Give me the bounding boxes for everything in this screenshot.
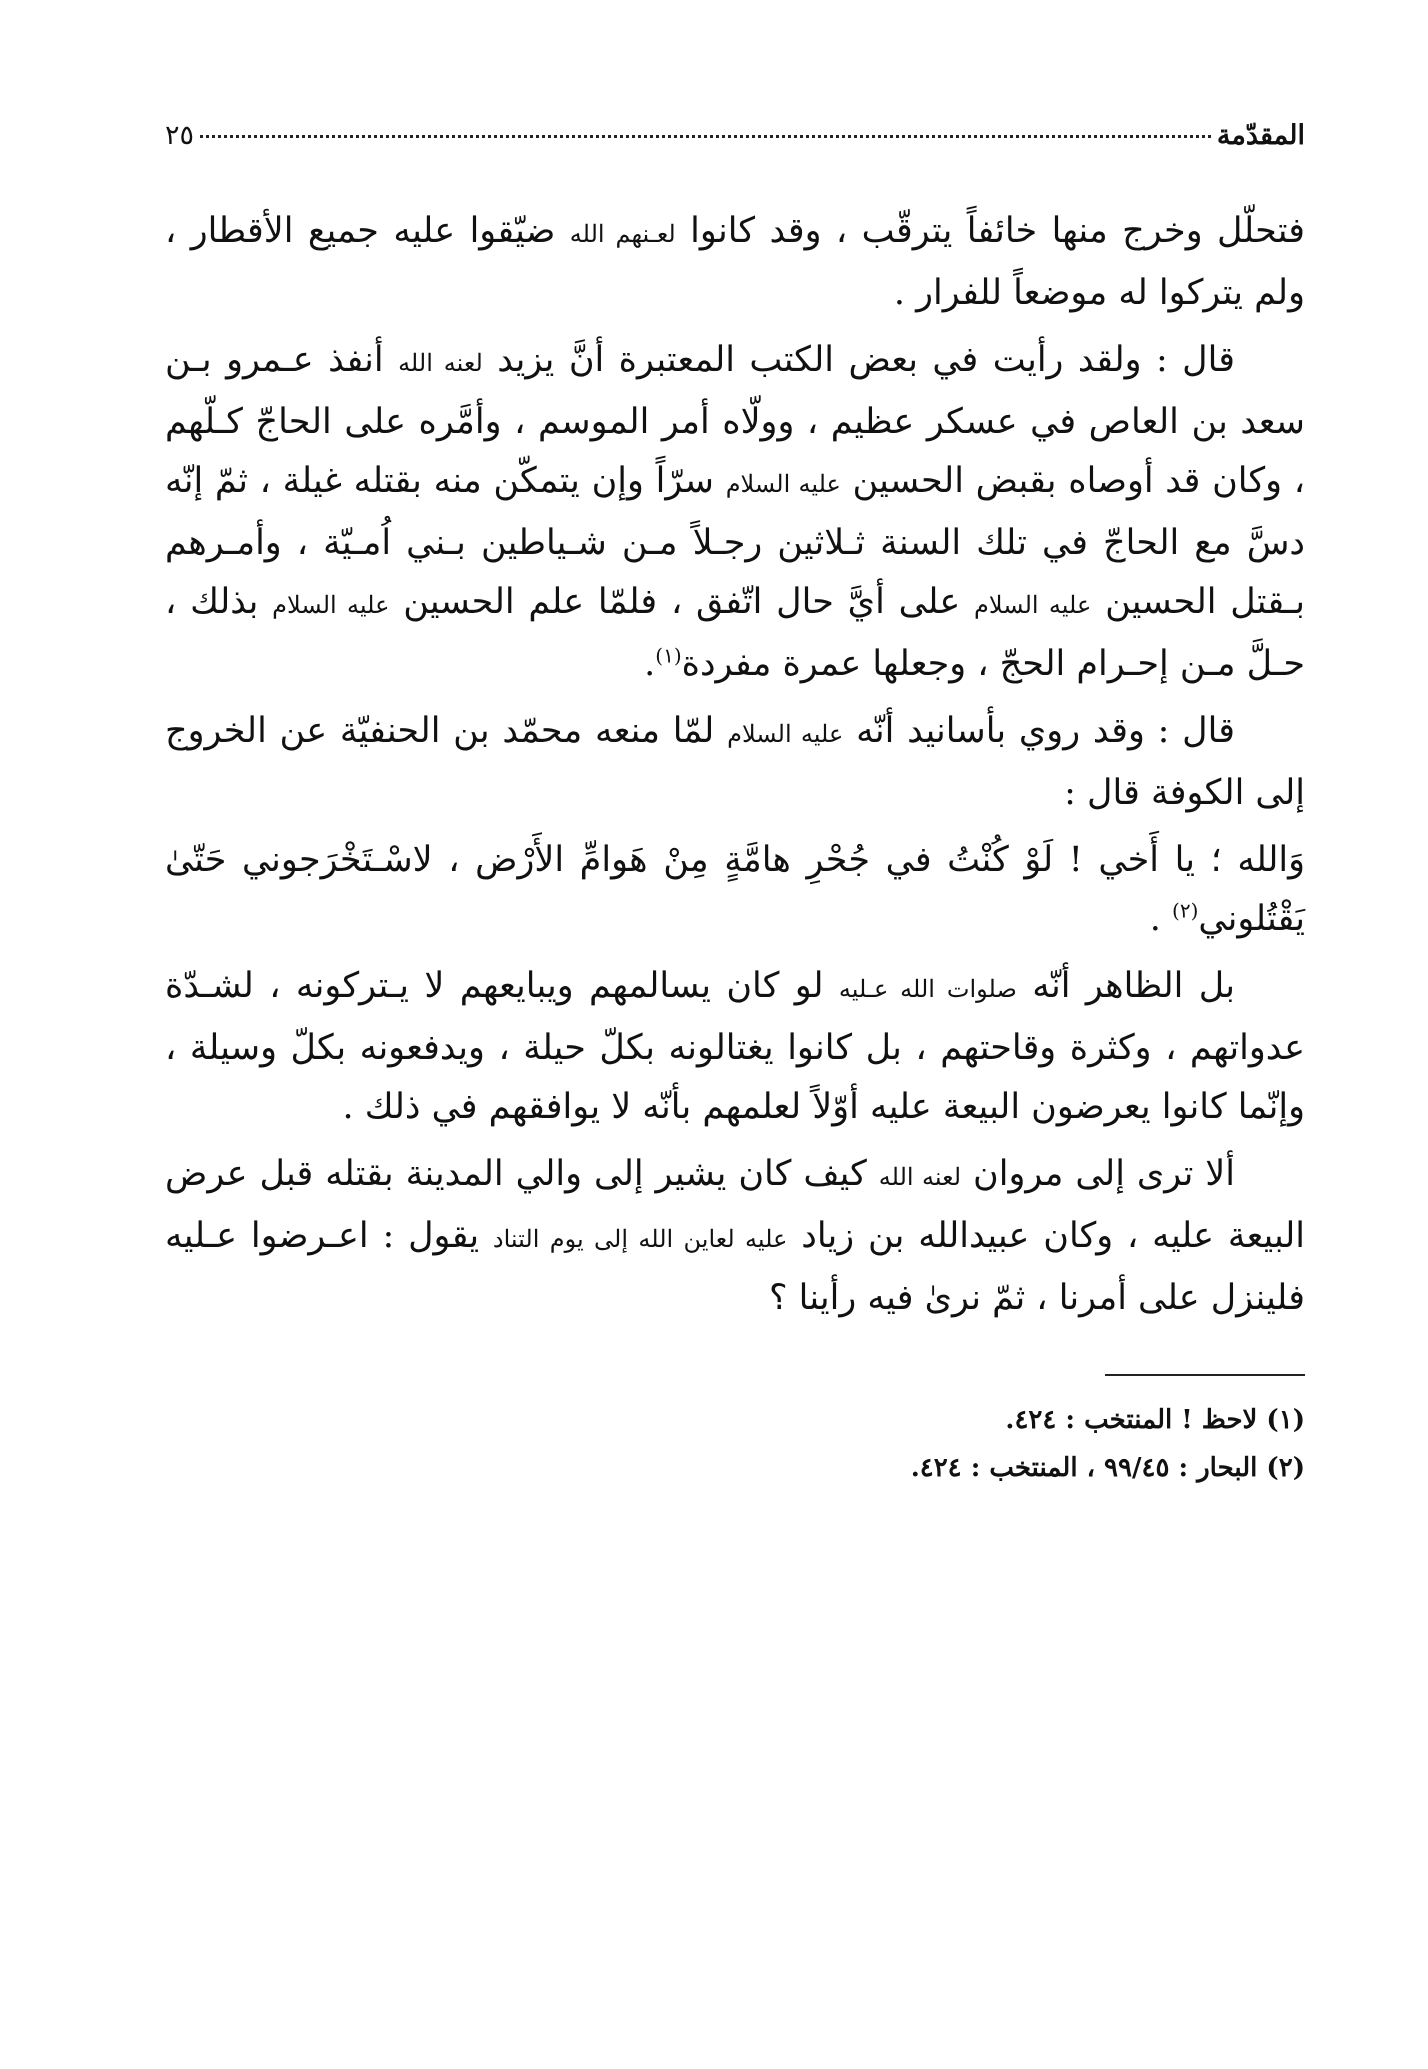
text-run: وَالله ؛ يا أَخي ! لَوْ كُنْتُ في جُحْرِ هامَّةٍ مِنْ هَوامِّ الأَرْض ، لاسْـتَخْرَجوني حَتّىٰ يَقْتُلوني [165, 840, 1305, 939]
footnote-divider [1105, 1374, 1305, 1376]
paragraph-1 [165, 202, 1305, 323]
honorific-formula: لعنه الله [398, 349, 483, 377]
paragraph-4-quote [165, 831, 1305, 949]
text-run: أنفذ عـمرو بـن سعد بن العاص في عسكر عظيم ، وولّاه أمر الموسم ، وأمَّره على الحاجّ كـلّهم ، وكان قد أوصاه بقبض الحسين [165, 340, 1305, 501]
honorific-formula: لعنه الله [878, 1163, 962, 1191]
body-text [165, 202, 1305, 1328]
page-number: ٢٥ [165, 120, 195, 151]
text-run: لو كان يسالمهم ويبايعهم لا يـتركونه ، لشـدّة عدواتهم ، وكثرة وقاحتهم ، بل كانوا يغتالونه بكلّ حيلة ، ويدفعونه بكلّ وسيلة ، وإنّما كانوا يعرضون البيعة عليه أوّلاً لعلمهم بأنّه لا يوافقهم في ذلك . [165, 966, 1305, 1127]
honorific-formula: عليه السلام [272, 591, 390, 619]
text-run: قال : ولقد رأيت في بعض الكتب المعتبرة أنَّ يزيد [482, 340, 1235, 380]
honorific-formula: عليه السلام [727, 720, 844, 748]
paragraph-5 [165, 957, 1305, 1137]
text-run: يقول : اعـرضوا عـليه فلينزل على أمرنا ، ثمّ نرىٰ فيه رأينا ؟ [165, 1216, 1305, 1318]
book-page [165, 120, 1305, 2000]
text-run: كيف كان يشير إلى والي المدينة بقتله قبل عرض البيعة عليه ، وكان عبيدالله بن زياد [165, 1154, 1305, 1256]
footnote-reference: (١) [655, 643, 682, 668]
text-run: ألا ترى إلى مروان [961, 1154, 1235, 1194]
text-run: قال : وقد روي بأسانيد أنّه [843, 711, 1236, 751]
text-run: لمّا منعه محمّد بن الحنفيّة عن الخروج إلى الكوفة قال : [165, 711, 1305, 813]
text-run: على أيَّ حال اتّفق ، فلمّا علم الحسين [389, 582, 975, 622]
section-title: المقدّمة [1216, 120, 1305, 151]
paragraph-6 [165, 1145, 1305, 1328]
text-run: بذلك ، حـلَّ مـن إحـرام الحجّ ، وجعلها عمرة مفردة [165, 582, 1305, 684]
text-run: فتحلّل وخرج منها خائفاً يترقّب ، وقد كانوا [675, 211, 1306, 251]
dotted-leader [200, 135, 1211, 138]
honorific-formula: عليه السلام [725, 470, 841, 498]
paragraph-3 [165, 702, 1305, 823]
honorific-formula: لعـنهم الله [569, 220, 676, 248]
honorific-formula: عليه لعاين الله إلى يوم التناد [492, 1225, 788, 1253]
running-header [165, 120, 1305, 180]
footnote-reference: (٢) [1172, 898, 1199, 923]
honorific-formula: عليه السلام [974, 591, 1092, 619]
paragraph-2 [165, 331, 1305, 694]
footnote-2: (٢) البحار : ٩٩/٤٥ ، المنتخب : ٤٢٤. [910, 1453, 1305, 1483]
text-run: . [1149, 899, 1173, 939]
honorific-formula: صلوات الله عـليه [838, 975, 1017, 1003]
footnote-1: (١) لاحظ ! المنتخب : ٤٢٤. [1005, 1405, 1305, 1435]
text-run: سرّاً وإن يتمكّن منه بقتله غيلة ، ثمّ إنّه دسَّ مع الحاجّ في تلك السنة ثـلاثين رجـلاً مـن شـياطين بـني اُمـيّة ، وأمـرهم بـقتل الحسين [165, 461, 1306, 622]
text-run: ضيّقوا عليه جميع الأقطار ، ولم يتركوا له موضعاً للفرار . [165, 211, 1305, 313]
text-run: . [644, 644, 656, 684]
text-run: بل الظاهر أنّه [1016, 966, 1235, 1006]
footnotes [165, 1396, 1305, 1492]
